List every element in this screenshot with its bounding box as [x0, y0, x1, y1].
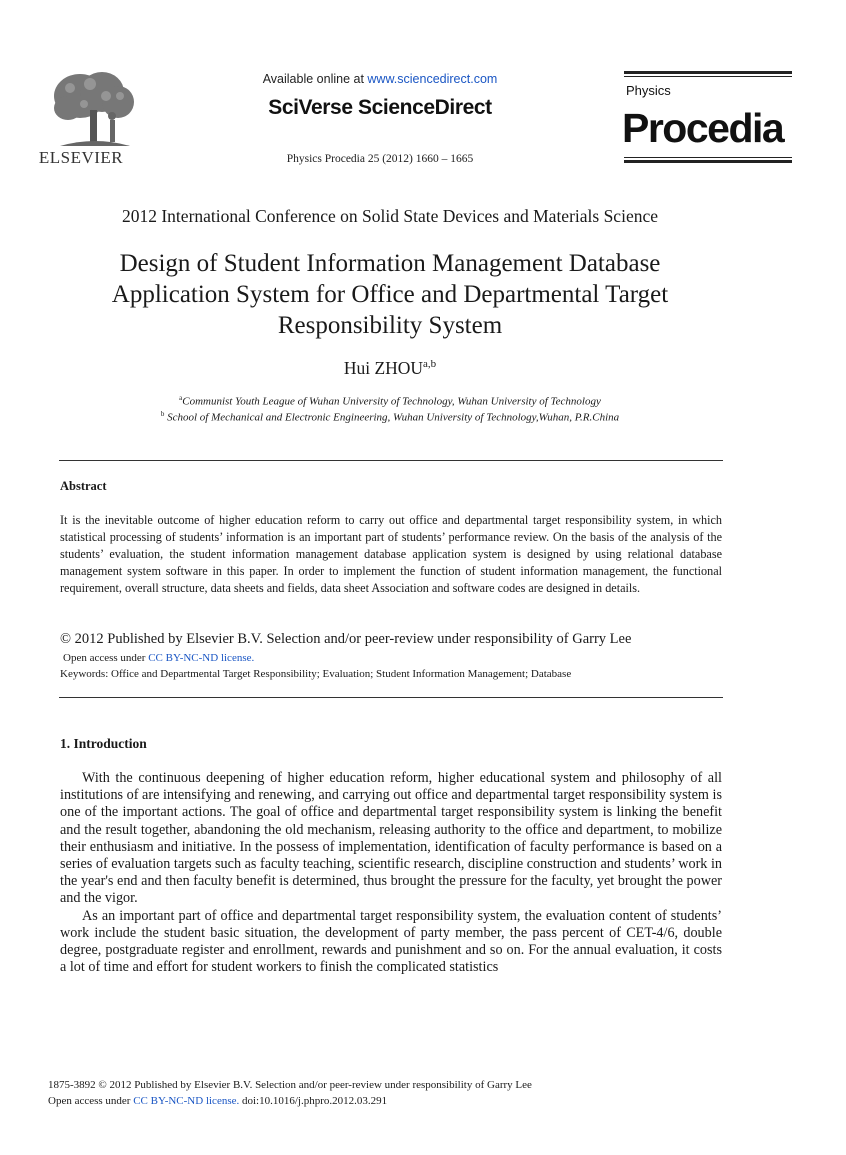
introduction-body — [60, 770, 722, 976]
divider-bottom — [59, 697, 723, 698]
footer-open-access-prefix: Open access under — [48, 1095, 134, 1107]
abstract-body: It is the inevitable outcome of higher education reform to carry out office and departmental target responsibility system, in which statistical processing of students’ information is an important part of students’ performance review. On the basis of the analysis of the students’ evaluation, the student information management database application system is designed by using relational database management system software in this paper. In order to implement the function of student information management, the functional requirement, overall structure, data sheets and fields, data sheet Association and software codes are designed in details. — [60, 513, 722, 595]
introduction-paragraph-2: As an important part of office and departmental target responsibility system, the evaluation content of students’ work include the student basic situation, the development of party member, the pass percent of CET-4/6, double degree, postgraduate register and enrollment, rewards and punishment and so on. For the annual evaluation, it costs a lot of time and effort for student workers to finish the complicated statistics — [60, 907, 722, 976]
author-affiliation-marks: a,b — [423, 358, 437, 371]
keywords: Keywords: Office and Departmental Target Responsibility; Evaluation; Student Information Management; Database — [60, 668, 572, 680]
author-name: Hui ZHOU — [343, 358, 424, 378]
open-access-line — [63, 652, 254, 664]
section-heading-introduction: 1. Introduction — [60, 736, 147, 751]
title-line-3: Responsibility System — [277, 312, 503, 339]
abstract-heading: Abstract — [60, 479, 107, 493]
paper-title — [60, 248, 720, 341]
affiliation-b — [60, 410, 720, 424]
journal-logo-small: Physics — [626, 83, 671, 98]
journal-logo-large: Procedia — [622, 105, 784, 151]
journal-citation: Physics Procedia 25 (2012) 1660 – 1665 — [286, 153, 474, 165]
open-access-prefix: Open access under — [63, 652, 149, 664]
affiliation-a-text: Communist Youth League of Wuhan University of Technology, Wuhan University of Technology — [182, 395, 601, 408]
affiliation-b-mark: b — [160, 410, 165, 418]
affiliation-b-text: School of Mechanical and Electronic Engineering, Wuhan University of Technology,Wuhan, P.R.China — [164, 411, 620, 424]
copyright-notice: © 2012 Published by Elsevier B.V. Selection and/or peer-review under responsibility of Garry Lee — [60, 631, 632, 647]
platform-name: SciVerse ScienceDirect — [268, 96, 492, 119]
elsevier-logo-text: ELSEVIER — [38, 148, 124, 167]
title-line-2: Application System for Office and Departmental Target — [111, 281, 669, 308]
conference-name: 2012 International Conference on Solid State Devices and Materials Science — [121, 206, 658, 226]
available-online-line — [200, 72, 560, 86]
logo-rule-top-thin — [624, 76, 792, 77]
author — [190, 358, 590, 379]
affiliation-a-mark: a — [179, 394, 183, 402]
logo-rule-top — [624, 71, 792, 74]
divider-top — [59, 460, 723, 461]
logo-rule-bottom — [624, 160, 792, 163]
footer-license-doi — [48, 1095, 387, 1107]
sciencedirect-link[interactable]: www.sciencedirect.com — [367, 72, 498, 86]
license-link[interactable]: CC BY-NC-ND license. — [148, 652, 255, 664]
footer-doi: doi:10.1016/j.phpro.2012.03.291 — [239, 1095, 388, 1107]
logo-rule-bottom-thin — [624, 157, 792, 158]
affiliation-a — [60, 394, 720, 408]
title-line-1: Design of Student Information Management Database — [119, 250, 661, 277]
elsevier-tree-icon — [40, 66, 150, 150]
footer-copyright: 1875-3892 © 2012 Published by Elsevier B.V. Selection and/or peer-review under responsibility of Garry Lee — [48, 1079, 532, 1091]
journal-logo — [624, 71, 792, 164]
footer-license-link[interactable]: CC BY-NC-ND license. — [133, 1095, 240, 1107]
available-prefix: Available online at — [262, 72, 368, 86]
introduction-paragraph-1: With the continuous deepening of higher education reform, higher educational system and philosophy of all institutions of are intensifying and renewing, and carrying out office and departmental target responsibility system is one of the important actions. The goal of office and departmental target responsibility system is linking the benefit and the result together, abandoning the old mechanism, releasing authority to the office and department, to mobilize their enthusiasm and initiative. In the possess of implementation, identification of faculty performance is based on a series of evaluation targets such as faculty teaching, scientific research, discipline construction and students’ work in the year's end and then faculty benefit is determined, thus brought the pressure for the faculty, yet brought the power and the vigor. — [60, 770, 722, 907]
